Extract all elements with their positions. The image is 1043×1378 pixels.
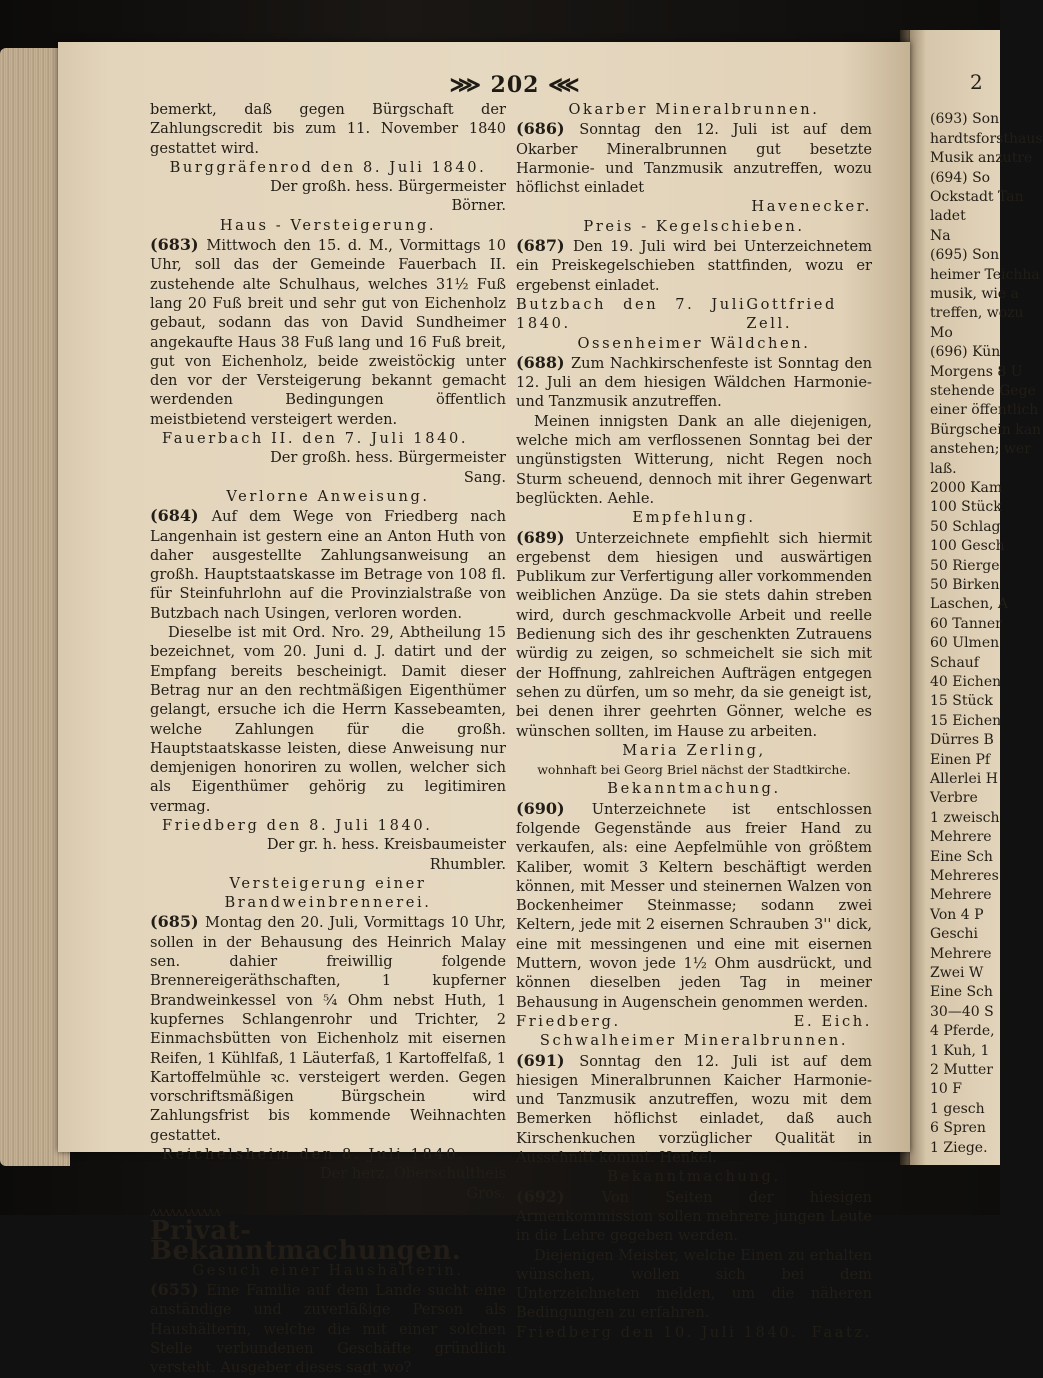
section-heading: Verlorne Anweisung.	[226, 487, 430, 505]
next-page-text: Verbre	[930, 790, 978, 807]
section-heading: Bekanntmachung.	[607, 780, 781, 798]
next-page-text: 2 Mutter	[930, 1062, 993, 1078]
next-page-text: 40 Eichen	[930, 674, 1002, 690]
next-page-text: ladet	[930, 208, 966, 225]
section-heading: Ossenheimer Wäldchen.	[577, 334, 811, 352]
next-page-text: Mo	[930, 324, 953, 341]
next-page-text: stehende Gege	[930, 383, 1036, 399]
next-page-text: 1 gesch	[930, 1100, 985, 1117]
notice-paragraph	[516, 236, 872, 295]
body-text: Dieselbe ist mit Ord. Nro. 29, Abtheilung 15 bezeichnet, vom 20. Juni d. J. datirt und der Empfang bereits bescheinigt. Damit dieser Betrag nur an den rechtmäßigen Eigenthümer gelangt, ersuche ich die Herrn Kassebeamten, welche Zahlungen für die großh. Hauptstaatskasse leisten, diese Anweisung nur demjenigen honoriren zu wollen, welcher sich als Eigenthümer gehörig zu legitimiren vermag.	[150, 624, 506, 815]
section-heading: Empfehlung.	[632, 509, 756, 527]
section-heading: Schwalheimer Mineralbrunnen.	[539, 1032, 849, 1050]
next-page-text: Na	[930, 227, 951, 244]
signature-line: Rhumbler.	[429, 855, 506, 873]
body-text: Diejenigen Meister, welche Einen zu erhalten wünschen, wollen sich bei dem Unterzeichneten melden, um die näheren Bedingungen zu erfahren.	[516, 1246, 872, 1322]
body-text: Meinen innigsten Dank an alle diejenigen, welche mich am verflossenen Sonntag bei der ungünstigsten Witterung, nicht Regen noch Sturm scheuend, dennoch mit ihrer Gegenwart beglückten. Aehle.	[516, 412, 872, 507]
dateline: Burggräfenrod den 8. Juli 1840.	[169, 158, 487, 176]
next-page-text: Eine Sch	[930, 984, 993, 1001]
next-page-text: Eine Sch	[930, 848, 993, 865]
section-heading: Haus - Versteigerung.	[219, 216, 437, 234]
next-page-text: 1 zweisch	[930, 809, 1000, 826]
next-page-text: 60 Ulmen	[930, 635, 1000, 652]
next-page-text: Einen Pf	[930, 751, 991, 768]
next-page-fragment	[910, 30, 1043, 1165]
notice-paragraph	[516, 1051, 872, 1168]
next-page-text: (696) Kün	[930, 344, 1001, 361]
next-page-text: Laschen, A	[930, 596, 1008, 613]
signature: E. Eich.	[793, 1012, 872, 1030]
notice-paragraph	[150, 1280, 506, 1377]
next-page-text: hardtsforsthaus	[930, 130, 1043, 147]
dateline: Friedberg.	[516, 1012, 621, 1030]
dateline-signature	[516, 1012, 872, 1031]
next-page-text: laß.	[930, 460, 957, 477]
next-page-text: Allerlei H	[930, 771, 998, 787]
signature-line: Gros.	[466, 1184, 506, 1202]
notice-paragraph	[516, 799, 872, 1012]
next-page-text: anstehen; wer	[930, 441, 1031, 458]
next-page-text: (694) So	[930, 169, 991, 186]
next-page-text: Zwei W	[930, 965, 984, 981]
ornament-divider: ʌʌʌʌʌʌʌʌʌʌʌ	[150, 1204, 220, 1220]
right-column	[516, 100, 872, 1342]
section-heading: Preis - Kegelschieben.	[583, 217, 805, 235]
notice-number: (689)	[516, 527, 576, 547]
next-page-text: Bürgschein kan	[930, 421, 1042, 438]
notice-number: (686)	[516, 119, 580, 139]
section-heading: Versteigerung einer Brandweinbrennerei.	[224, 874, 432, 912]
notice-paragraph	[516, 353, 872, 412]
section-heading: Gesuch einer Haushälterin.	[192, 1261, 464, 1279]
signature-line: Der gr. h. hess. Kreisbaumeister	[266, 836, 506, 854]
signature: Faatz.	[811, 1323, 872, 1341]
ornament-left: ⋙	[449, 72, 491, 98]
notice-text: Zum Nachkirschenfeste ist Sonntag den 12. Juli an dem hiesigen Wäldchen Harmonie- und Tanzmusik anzutreffen.	[516, 354, 873, 411]
notice-number: (690)	[516, 798, 592, 818]
dateline: Friedberg den 10. Juli 1840.	[516, 1323, 799, 1341]
next-page-text: (695) Son	[930, 247, 1000, 264]
notice-number: (685)	[150, 912, 205, 932]
dateline: Butzbach den 7. Juli 1840.	[516, 295, 747, 333]
notice-paragraph	[516, 528, 872, 741]
notice-paragraph	[516, 119, 872, 197]
page-number: 202	[490, 72, 540, 98]
notice-text: Sonntag den 12. Juli ist auf dem hiesigen Mineralbrunnen Kaicher Harmonie- und Tanzmusik anzutreffen, wozu mit dem Bemerken höflichst einladet, daß auch Kirschenkuchen vorzüglicher Qualität in Ausschnitt kommt. Henkel.	[516, 1052, 872, 1167]
signature: Havenecker.	[751, 198, 872, 216]
signature-line: Der großh. hess. Bürgermeister	[270, 178, 506, 196]
next-page-text: Geschi	[930, 926, 978, 943]
notice-paragraph	[516, 1187, 872, 1246]
notice-number: (687)	[516, 236, 573, 256]
notice-number: (684)	[150, 506, 212, 526]
notice-text: Den 19. Juli wird bei Unterzeichnetem ein Preiskegelschieben stattfinden, wozu er ergebenst einladet.	[516, 238, 873, 294]
signature-line: Sang.	[463, 468, 506, 486]
next-page-text: heimer Teichha	[930, 266, 1040, 283]
notice-number: (692)	[516, 1186, 602, 1206]
notice-text: Eine Familie auf dem Lande sucht eine anständige und zuverläßige Person als Haushälterin, welche die mit einer solchen Stelle verbundenen Geschäfte gründlich versteht. Ausgeber dieses sagt wo?	[150, 1282, 506, 1377]
next-page-text: Schauf	[930, 654, 979, 671]
notice-text: Unterzeichnete ist entschlossen folgende Gegenstände aus freier Hand zu verkaufen, als: eine Aepfelmühle von größtem Kaliber, womit 3 Keltern beschäftigt werden können, mit Messer und steinernen Walzen von Bockenheimer Steinmasse; sodann zwei Keltern, jede mit 2 eisernen Schrauben 3'' dick, eine mit messingenen und eine mit eisernen Muttern, wovon jede 1½ Ohm ausdrückt, und können dieselben jeden Tag in meiner Behausung in Augenschein genommen werden.	[516, 800, 872, 1011]
section-title: Privat-Bekanntmachungen.	[150, 1216, 462, 1266]
notice-text: Von Seiten der hiesigen Armenkommission sollen mehrere jungen Leute in die Lehre gegeben werden.	[516, 1188, 872, 1245]
next-page-text: musik, wie a	[930, 286, 1019, 302]
next-page-text: Mehrere	[930, 887, 992, 904]
next-page-text: Mehrere	[930, 829, 992, 846]
section-heading: Maria Zerling,	[622, 741, 766, 759]
next-page-text: 6 Spren	[930, 1120, 986, 1137]
next-page-text: 15 Eichen	[930, 712, 1002, 729]
next-page-text: Von 4 P	[930, 906, 984, 923]
next-page-text: 2	[970, 70, 983, 94]
ornament-right: ⋘	[539, 72, 581, 98]
next-page-text: 50 Birken	[930, 577, 1000, 593]
notice-text: Sonntag den 12. Juli ist auf dem Okarber Mineralbrunnen gut besetzte Harmonie- und Tanzmusik anzutreffen, wozu höflichst einladet	[516, 121, 872, 197]
next-page-text: 1 Kuh, 1	[930, 1042, 990, 1059]
left-column	[150, 100, 506, 1378]
next-page-text: Dürres B	[930, 732, 994, 749]
notice-number: (691)	[516, 1050, 580, 1070]
notice-text: Unterzeichnete empfiehlt sich hiermit ergebenst dem hiesigen und auswärtigen Publikum zur Verfertigung aller vorkommenden weiblichen Anzüge. Da sie stets dahin streben wird, durch geschmackvolle Arbeit und reelle Bedienung sich des ihr geschenkten Zutrauens würdig zu zeigen, so schmeichelt sie sich mit der Hoffnung, zahlreichen Aufträgen entgegen sehen zu dürfen, um so mehr, da sie geneigt ist, bei denen ihrer geehrten Gönner, welche es wünschen sollten, im Hause zu arbeiten.	[516, 529, 873, 740]
notice-paragraph	[150, 506, 506, 623]
notice-text: Mittwoch den 15. d. M., Vormittags 10 Uhr, soll das der Gemeinde Fauerbach II. zustehende alte Schulhaus, welches 31½ Fuß lang 20 Fuß breit und sehr gut von Eichenholz gebaut, sodann das von David Sundheimer angekaufte Haus 38 Fuß lang und 16 Fuß breit, gut von Eichenholz, beide zweistöckig unter den vor der Versteigerung bekannt gemacht werdenden Bedingungen öffentlich meistbietend versteigert werden.	[150, 237, 506, 428]
section-heading: Okarber Mineralbrunnen.	[568, 101, 820, 118]
next-page-text: 2000 Kam	[930, 480, 1003, 496]
dateline: Friedberg den 8. Juli 1840.	[162, 816, 433, 834]
notice-text: Auf dem Wege von Friedberg nach Langenhain ist gestern eine an Anton Huth von daher ausgestellte Zahlungsanweisung an großh. Hauptstaatskasse im Betrage von 108 fl. für Steinfuhrlohn auf die Provinzialstraße von Butzbach nach Usingen, verloren worden.	[150, 508, 506, 622]
notice-number: (688)	[516, 352, 571, 372]
dateline-signature	[516, 1323, 872, 1342]
notice-number: (683)	[150, 235, 207, 255]
next-page-text: Mehrere	[930, 945, 992, 962]
dateline-signature	[516, 295, 872, 334]
next-page-text: Ockstadt Tan	[930, 189, 1024, 205]
notice-paragraph	[150, 235, 506, 429]
page-header	[440, 72, 590, 98]
next-page-text: 50 Rierge	[930, 557, 1000, 574]
body-text: bemerkt, daß gegen Bürgschaft der Zahlungscredit bis zum 11. November 1840 gestattet wird.	[150, 101, 506, 157]
next-page-text: Mehreres	[930, 868, 999, 884]
signature-line: Der großh. hess. Bürgermeister	[270, 449, 506, 467]
next-page-text: 50 Schlag	[930, 518, 1001, 535]
next-page-text: Morgens 8 U	[930, 363, 1023, 380]
signature-line: Börner.	[451, 197, 506, 215]
section-heading: Bekanntmachung.	[607, 1168, 781, 1186]
next-page-text: 60 Tanner	[930, 615, 1002, 632]
next-page-text: 10 F	[930, 1081, 962, 1098]
next-page-text: treffen, wozu	[930, 305, 1024, 322]
next-page-text: einer öffentlich	[930, 402, 1039, 419]
next-page-text: 30—40 S	[930, 1003, 994, 1020]
notice-number: (655)	[150, 1280, 207, 1300]
signature: Gottfried Zell.	[746, 295, 837, 333]
dateline: Reichelsheim den 8. Juli 1840.	[162, 1146, 466, 1164]
next-page-text: 1 Ziege.	[930, 1139, 988, 1156]
dateline: Fauerbach II. den 7. Juli 1840.	[162, 430, 469, 448]
next-page-text: 4 Pferde,	[930, 1023, 995, 1040]
address-note: wohnhaft bei Georg Briel nächst der Stadtkirche.	[537, 762, 851, 778]
next-page-text: 15 Stück	[930, 693, 993, 710]
next-page-text: Musik anzutre	[930, 150, 1033, 167]
notice-text: Montag den 20. Juli, Vormittags 10 Uhr, sollen in der Behausung des Heinrich Malay sen. dahier freiwillig folgende Brennereigeräthschaften, 1 kupferner Brandweinkessel von ⁵⁄₄ Ohm nebst Huth, 1 kupfernes Schlangenrohr und Trichter, 2 Einmachsbütten von Eichenholz mit eisernen Reifen, 1 Kühlfaß, 1 Läuterfaß, 1 Kartoffelfaß, 1 Kartoffelmühle ꝛc. versteigert werden. Gegen vorschriftsmäßigen Bürgschein wird Zahlungsfrist bis kommende Weihnachten gestattet.	[150, 914, 507, 1144]
signature-line: Der herz. Oberschultheis	[319, 1165, 506, 1183]
next-page-text: 100 Stück	[930, 499, 1002, 516]
notice-paragraph	[150, 912, 506, 1145]
next-page-text: (693) Son	[930, 111, 1000, 128]
next-page-text: 100 Gesch	[930, 538, 1005, 555]
